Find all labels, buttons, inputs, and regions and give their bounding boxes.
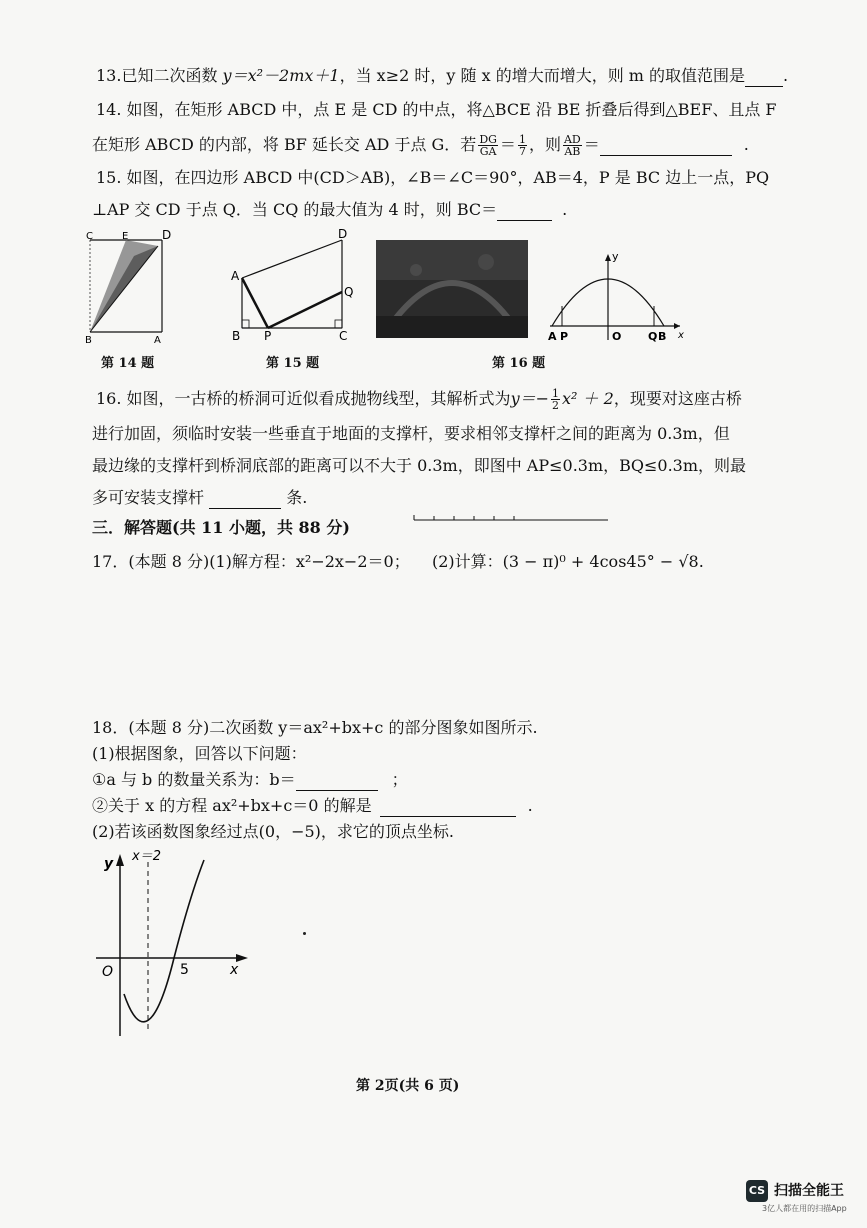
q14-frac1-denominator: GA: [479, 145, 497, 158]
q18-p1a-text: ①a 与 b 的数量关系为：b＝: [92, 770, 296, 789]
q16-frac-denominator: 2: [552, 399, 560, 412]
q15-text-2: ⊥AP 交 CD 于点 Q．当 CQ 的最大值为 4 时，则 BC＝: [92, 200, 498, 219]
fig16-label-x: x: [678, 330, 684, 341]
q14-equals-1: ＝: [499, 135, 516, 154]
q14-text-2b: ，则: [528, 135, 561, 154]
fig15-label-b: B: [232, 329, 241, 343]
q15-end: .: [562, 200, 568, 219]
page-footer: 第 2页(共 6 页): [356, 1078, 460, 1094]
q13-number: 13.: [96, 66, 122, 85]
fig14-label-a: A: [154, 335, 161, 346]
q14-line-2: [92, 134, 749, 157]
q17-part-1: (本题 8 分)(1)解方程：x²−2x−2＝0；: [128, 552, 410, 571]
fig14-label-d: D: [162, 228, 172, 242]
q16-text-4a: 多可安装支撑杆: [92, 488, 205, 507]
q18-graph-label-axis: x＝2: [132, 849, 161, 864]
q13-end: .: [783, 66, 789, 85]
q14-text-2a: 在矩形 ABCD 的内部，将 BF 延长交 AD 于点 G．若: [92, 135, 477, 154]
q18-p1a-end: ；: [391, 770, 408, 789]
q18-p1b-text: ②关于 x 的方程 ax²+bx+c＝0 的解是: [92, 796, 372, 815]
fig15-label-d: D: [338, 227, 348, 241]
fig15-label-q: Q: [344, 285, 354, 299]
q16-text-4b: 条.: [286, 488, 308, 507]
q16-line-4: [92, 488, 307, 509]
q18-graph-label-o: O: [102, 964, 114, 980]
q16-text-1b: ，现要对这座古桥: [613, 389, 742, 408]
fig15-label-p: P: [264, 329, 272, 343]
q16-number: 16.: [96, 389, 122, 408]
scanner-logo: CS: [746, 1180, 768, 1202]
fig16-label-p: P: [560, 330, 569, 343]
q13-expression: y＝x²－2mx＋1: [222, 66, 340, 85]
q16-line-2: [92, 424, 730, 444]
q18-line-p1a: [92, 770, 408, 791]
fig14-label-b: B: [85, 335, 92, 346]
bridge-photo: [376, 240, 528, 338]
q18-number: 18．: [92, 718, 129, 737]
q13-text-a: 已知二次函数: [121, 66, 223, 85]
fig16-label-b: B: [658, 330, 667, 343]
fig16-label-q: Q: [648, 330, 658, 343]
q15-line-1: [96, 168, 769, 188]
scanner-app-slogan: 3亿人都在用的扫描App: [762, 1204, 847, 1213]
q14-text-1: 如图，在矩形 ABCD 中，点 E 是 CD 的中点，将△BCE 沿 BE 折叠后得到△BEF、且点 F: [126, 100, 777, 119]
q18-line-p1b: [92, 796, 533, 817]
fig14-label-c: C: [86, 231, 93, 242]
q18-p1a-blank: [296, 770, 378, 791]
q17-part-2: (2)计算：(3 − π)⁰ + 4cos45° − √8.: [432, 552, 704, 571]
q16-line-1: [96, 388, 742, 411]
q16-frac-numerator: 1: [552, 387, 560, 400]
q15-number: 15.: [96, 168, 122, 187]
q14-frac2-denominator: 7: [518, 145, 526, 158]
section-3-title: 三．解答题(共 11 小题，共 88 分): [92, 518, 350, 537]
q14-fraction-1-7: [518, 134, 527, 157]
q17-number: 17．: [92, 552, 129, 571]
q18-line-p2: (2)若该函数图象经过点(0，−5)，求它的顶点坐标.: [92, 822, 455, 841]
q18-p1b-end: .: [527, 796, 533, 815]
q14-frac3-denominator: AB: [564, 145, 581, 158]
q14-frac3-numerator: AD: [563, 133, 581, 146]
q14-frac2-numerator: 1: [518, 133, 526, 146]
q16-text-2: 进行加固，须临时安装一些垂直于地面的支撑杆，要求相邻支撑杆之间的距离为 0.3m，但: [92, 424, 730, 443]
caption-fig14: 第 14 题: [101, 356, 155, 371]
fig16-label-a: A: [548, 330, 557, 343]
q18-graph-label-5: 5: [180, 962, 189, 978]
figure-15: [228, 226, 358, 344]
q18-graph: [90, 846, 260, 1040]
q18-p1b-blank: [380, 796, 516, 817]
q16-expr-a: y＝−: [510, 389, 550, 408]
q15-text-1: 如图，在四边形 ABCD 中(CD＞AB)，∠B＝∠C＝90°，AB＝4，P 是 BC 边上一点，PQ: [126, 168, 770, 187]
figure-16-graph: [546, 252, 686, 344]
q14-equals-2: ＝: [583, 135, 600, 154]
q15-answer-blank: [497, 200, 552, 221]
q17-line: [92, 552, 410, 572]
stray-dot: [303, 932, 306, 935]
q16-fraction-half: [551, 388, 560, 411]
q14-fraction-dg-ga: [478, 134, 498, 157]
q17-part-2-line: [432, 552, 704, 572]
q16-answer-blank: [209, 488, 281, 509]
q13-line: [96, 66, 788, 87]
q13-text-b: ，当 x≥2 时，y 随 x 的增大而增大，则 m 的取值范围是: [339, 66, 746, 85]
scanner-app-name: 扫描全能王: [774, 1183, 844, 1199]
q16-text-3: 最边缘的支撑杆到桥洞底部的距离可以不大于 0.3m，即图中 AP≤0.3m，BQ≤0.3m，则最: [92, 456, 747, 475]
q13-answer-blank: [745, 66, 783, 87]
fig16-label-o: O: [612, 330, 622, 343]
caption-fig16: 第 16 题: [492, 356, 546, 371]
fig14-label-e: E: [122, 231, 129, 242]
q14-line-1: [96, 100, 777, 120]
figure-14: [84, 226, 170, 344]
fig15-label-c: C: [339, 329, 348, 343]
q14-number: 14.: [96, 100, 122, 119]
q18-graph-label-x: x: [230, 962, 239, 978]
q18-line-intro: [92, 718, 538, 738]
q16-line-3: [92, 456, 746, 476]
q18-graph-label-y: y: [104, 856, 114, 872]
q14-end: .: [743, 135, 749, 154]
q16-text-1a: 如图，一古桥的桥洞可近似看成抛物线型，其解析式为: [126, 389, 511, 408]
q15-line-2: [92, 200, 567, 221]
fig15-label-a: A: [231, 269, 240, 283]
caption-fig15: 第 15 题: [266, 356, 320, 371]
q14-frac1-numerator: DG: [479, 133, 497, 146]
q18-line-p1: (1)根据图象，回答以下问题：: [92, 744, 307, 763]
q18-intro: (本题 8 分)二次函数 y＝ax²+bx+c 的部分图象如图所示.: [128, 718, 538, 737]
q14-answer-blank: [600, 135, 732, 156]
dotted-rule: [414, 514, 610, 522]
q16-expr-b: x² ＋ 2: [562, 389, 614, 408]
q14-fraction-ad-ab: [563, 134, 582, 157]
fig16-label-y: y: [612, 250, 619, 263]
